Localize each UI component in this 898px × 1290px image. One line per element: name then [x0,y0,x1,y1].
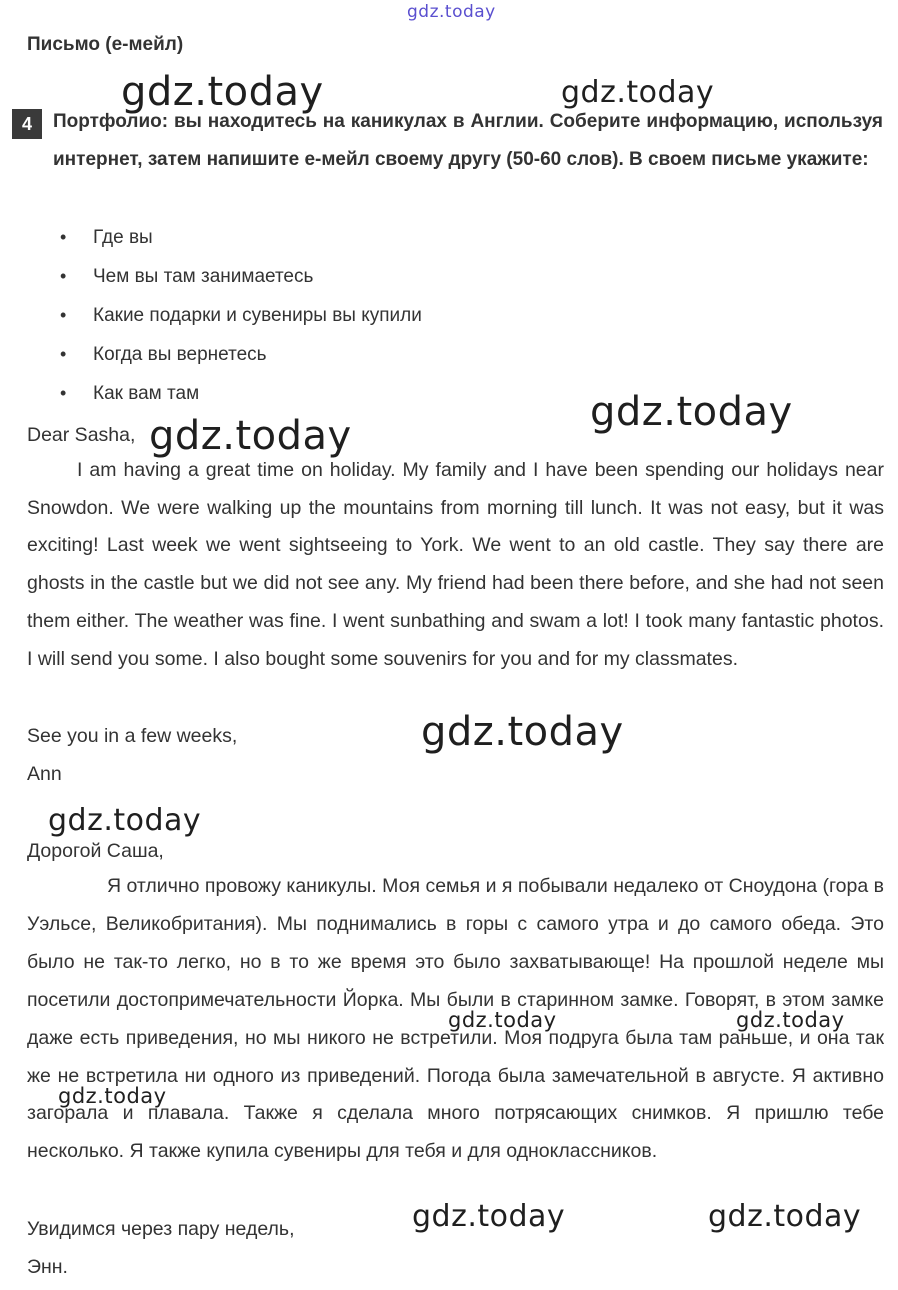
section-title: Письмо (е-мейл) [27,34,184,55]
letter-en-closing: See you in a few weeks, [27,725,238,747]
letter-ru-body: Я отлично провожу каникулы. Моя семья и я побывали недалеко от Сноудона (гора в Уэльсе, Великобритания). Мы поднимались в горы с самого утра и до самого обеда. Это было не так-то легко, но в то же время это было захватывающе! На прошлой неделе мы посетили достопримечательности Йорка. Мы были в старинном замке. Говорят, в этом замке даже есть приведения, но мы никого не встретили. Моя подруга была там раньше, и она так же не встретила ни одного из приведений. Погода была замечательной в августе. Я активно загорала и плавала. Также я сделала много потрясающих снимков. Я пришлю тебе несколько. Я также купила сувениры для тебя и для одноклассников. [27,875,884,1163]
bullet-icon: • [60,227,67,247]
list-item [60,296,422,335]
letter-ru-closing: Увидимся через пару недель, [27,1218,295,1240]
watermark-logo: gdz.today [407,2,496,22]
bullet-icon: • [60,344,67,364]
list-item-text: Как вам там [93,383,200,404]
watermark-logo: gdz.today [561,75,715,110]
list-item [60,374,422,413]
watermark-logo: gdz.today [48,803,202,838]
list-item-text: Где вы [93,227,153,248]
list-item-text: Чем вы там занимаетесь [93,266,314,287]
letter-ru-signature: Энн. [27,1256,68,1278]
task-bullet-list [60,218,422,413]
letter-en-salutation: Dear Sasha, [27,424,136,446]
watermark-logo: gdz.today [421,709,624,755]
watermark-logo: gdz.today [736,1008,845,1032]
watermark-logo: gdz.today [58,1084,167,1108]
bullet-icon: • [60,305,67,325]
bullet-icon: • [60,266,67,286]
watermark-logo: gdz.today [149,413,352,459]
list-item [60,335,422,374]
watermark-logo: gdz.today [590,389,793,435]
list-item [60,257,422,296]
task-instructions: Портфолио: вы находитесь на каникулах в Англии. Соберите информацию, используя интернет, затем напишите е-мейл своему другу (50-60 слов). В своем письме укажите: [53,111,883,170]
watermark-logo: gdz.today [412,1199,566,1234]
watermark-logo: gdz.today [708,1199,862,1234]
task-number-badge: 4 [12,109,42,139]
watermark-logo: gdz.today [448,1008,557,1032]
list-item [60,218,422,257]
bullet-icon: • [60,383,67,403]
list-item-text: Когда вы вернетесь [93,344,267,365]
letter-en-body: I am having a great time on holiday. My family and I have been spending our holidays near Snowdon. We were walking up the mountains from morning till lunch. It was not easy, but it was exciting! Last week we went sightseeing to York. We went to an old castle. They say there are ghosts in the castle but we did not see any. My friend had been there before, and she had not seen them either. The weather was fine. I went sunbathing and swam a lot! I took many fantastic photos. I will send you some. I also bought some souvenirs for you and for my classmates. [27,459,884,670]
watermark-logo: gdz.today [121,69,324,115]
letter-ru-salutation: Дорогой Саша, [27,840,164,862]
list-item-text: Какие подарки и сувениры вы купили [93,305,422,326]
letter-en-signature: Ann [27,763,62,785]
